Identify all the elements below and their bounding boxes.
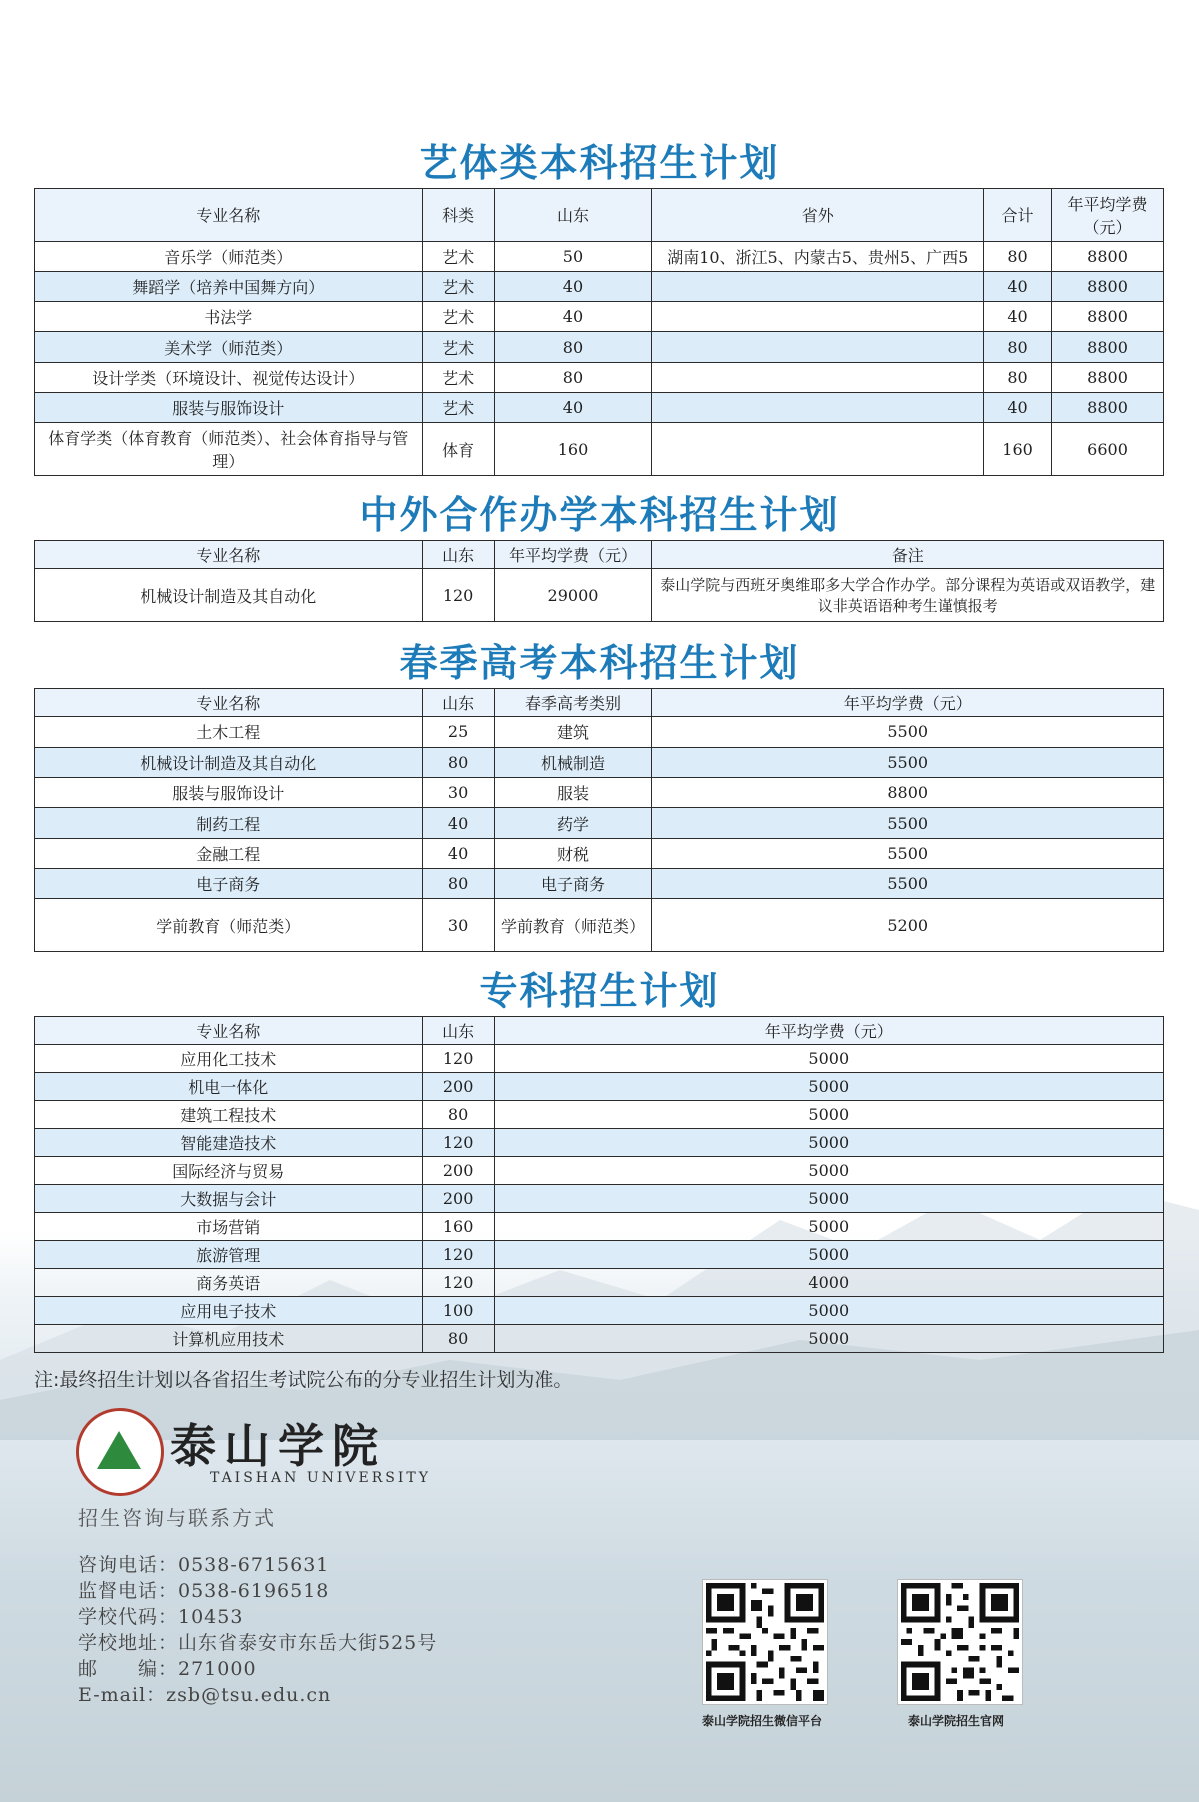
table-row [35,1185,1164,1213]
spring-section-title: 春季高考本科招生计划 [399,641,800,685]
cell: 40 [494,302,652,332]
cell: 电子商务 [494,869,652,899]
table-row [35,1213,1164,1241]
table-row [35,423,1164,476]
cell: 120 [422,1269,494,1297]
cell: 5200 [652,899,1164,952]
header-category: 科类 [422,189,494,242]
cell: 80 [984,332,1052,362]
cell: 50 [494,241,652,271]
cell: 29000 [494,569,652,622]
cell [652,332,984,362]
cell: 药学 [494,808,652,838]
cell: 200 [422,1073,494,1101]
cell: 80 [422,1325,494,1353]
cell: 8800 [1052,393,1164,423]
cell: 机电一体化 [35,1073,423,1101]
header-major: 专业名称 [35,1017,423,1045]
cell [652,362,984,392]
table-row [35,899,1164,952]
table-row [35,271,1164,301]
table-row [35,808,1164,838]
spring-table [34,688,1164,952]
cell: 25 [422,717,494,747]
wechat-qr-label: 泰山学院招生微信平台 [701,1714,822,1728]
cell: 40 [494,271,652,301]
cell: 100 [422,1297,494,1325]
contact-line-email[interactable]: E-mail：zsb@tsu.edu.cn [78,1684,332,1706]
cell: 5000 [494,1297,1163,1325]
cell: 40 [494,393,652,423]
table-row [35,747,1164,777]
cell: 40 [422,808,494,838]
cell: 5500 [652,808,1164,838]
cell: 湖南10、浙江5、内蒙古5、贵州5、广西5 [652,241,984,271]
cell: 服装 [494,778,652,808]
table-row [35,1269,1164,1297]
table-row [35,302,1164,332]
table-row [35,241,1164,271]
cell: 建筑 [494,717,652,747]
header-spring-category: 春季高考类别 [494,689,652,717]
cell: 120 [422,569,494,622]
cell [652,302,984,332]
cell [652,271,984,301]
table-row [35,1325,1164,1353]
coop-section-title: 中外合作办学本科招生计划 [359,493,840,537]
contact-line-postcode: 邮 编：271000 [78,1658,257,1680]
cell: 5500 [652,869,1164,899]
cell: 计算机应用技术 [35,1325,423,1353]
contact-info [78,1552,437,1708]
cell: 80 [494,362,652,392]
cell: 30 [422,778,494,808]
cell: 艺术 [422,271,494,301]
cell: 土木工程 [35,717,423,747]
cell: 应用电子技术 [35,1297,423,1325]
cell: 8800 [1052,332,1164,362]
cell: 40 [422,838,494,868]
cell: 国际经济与贸易 [35,1157,423,1185]
contact-heading: 招生咨询与联系方式 [78,1506,276,1530]
cell: 建筑工程技术 [35,1101,423,1129]
cell: 40 [984,271,1052,301]
table-row [35,393,1164,423]
cell: 5000 [494,1129,1163,1157]
cell: 160 [494,423,652,476]
header-shandong: 山东 [422,541,494,569]
header-major: 专业名称 [35,541,423,569]
website-qr-code[interactable] [898,1580,1022,1704]
cell: 40 [984,302,1052,332]
header-fee: 年平均学费（元） [652,689,1164,717]
cell: 美术学（师范类） [35,332,423,362]
cell: 舞蹈学（培养中国舞方向） [35,271,423,301]
header-fee: 年平均学费（元） [494,1017,1163,1045]
cell: 艺术 [422,393,494,423]
header-shandong: 山东 [422,1017,494,1045]
cell: 120 [422,1045,494,1073]
cell: 5000 [494,1045,1163,1073]
header-major: 专业名称 [35,189,423,242]
header-remark: 备注 [652,541,1164,569]
table-row [35,1157,1164,1185]
cell: 财税 [494,838,652,868]
cell: 80 [422,747,494,777]
mountain-emblem-icon [97,1431,141,1469]
cell [652,423,984,476]
cell: 5000 [494,1073,1163,1101]
cell: 体育学类（体育教育（师范类）、社会体育指导与管理） [35,423,423,476]
college-section-title: 专科招生计划 [479,969,720,1013]
cell: 音乐学（师范类） [35,241,423,271]
table-row [35,362,1164,392]
cell: 艺术 [422,241,494,271]
contact-line-code: 学校代码：10453 [78,1606,244,1628]
header-fee: 年平均学费（元） [494,541,652,569]
cell: 5000 [494,1241,1163,1269]
coop-table [34,540,1164,622]
cell: 学前教育（师范类） [35,899,423,952]
cell: 机械设计制造及其自动化 [35,747,423,777]
cell: 8800 [1052,241,1164,271]
cell: 80 [494,332,652,362]
cell: 8800 [1052,271,1164,301]
header-major: 专业名称 [35,689,423,717]
cell: 5000 [494,1325,1163,1353]
cell: 160 [984,423,1052,476]
cell: 160 [422,1213,494,1241]
cell: 书法学 [35,302,423,332]
cell: 8800 [652,778,1164,808]
table-row [35,778,1164,808]
cell: 5000 [494,1101,1163,1129]
cell: 80 [984,362,1052,392]
cell: 机械制造 [494,747,652,777]
cell: 市场营销 [35,1213,423,1241]
cell: 120 [422,1129,494,1157]
header-shandong: 山东 [494,189,652,242]
cell: 应用化工技术 [35,1045,423,1073]
university-name-en: TAISHAN UNIVERSITY [210,1470,431,1486]
cell: 30 [422,899,494,952]
header-shandong: 山东 [422,689,494,717]
cell: 学前教育（师范类） [494,899,652,952]
art-table [34,188,1164,476]
table-row [35,569,1164,622]
cell: 旅游管理 [35,1241,423,1269]
cell: 80 [422,1101,494,1129]
cell: 大数据与会计 [35,1185,423,1213]
table-row [35,332,1164,362]
cell: 艺术 [422,332,494,362]
cell: 6600 [1052,423,1164,476]
cell: 服装与服饰设计 [35,778,423,808]
table-row [35,1045,1164,1073]
table-row [35,1101,1164,1129]
table-row [35,1129,1164,1157]
contact-line-supervision: 监督电话：0538-6196518 [78,1580,330,1602]
cell: 5000 [494,1185,1163,1213]
cell: 机械设计制造及其自动化 [35,569,423,622]
website-qr-label: 泰山学院招生官网 [907,1714,1004,1728]
cell: 8800 [1052,302,1164,332]
cell: 制药工程 [35,808,423,838]
cell: 电子商务 [35,869,423,899]
cell: 艺术 [422,302,494,332]
contact-line-phone: 咨询电话：0538-6715631 [78,1554,330,1576]
university-name-cn: 泰山学院 [170,1419,386,1473]
cell: 40 [984,393,1052,423]
cell: 5500 [652,838,1164,868]
cell: 5000 [494,1157,1163,1185]
cell: 200 [422,1157,494,1185]
table-row [35,717,1164,747]
cell: 5500 [652,717,1164,747]
wechat-qr-code[interactable] [703,1580,827,1704]
cell: 金融工程 [35,838,423,868]
cell: 服装与服饰设计 [35,393,423,423]
cell: 8800 [1052,362,1164,392]
cell: 设计学类（环境设计、视觉传达设计） [35,362,423,392]
table-row [35,1073,1164,1101]
cell: 泰山学院与西班牙奥维耶多大学合作办学。部分课程为英语或双语教学，建议非英语语种考生谨慎报考 [652,569,1164,622]
college-table [34,1016,1164,1353]
cell: 智能建造技术 [35,1129,423,1157]
cell: 5000 [494,1213,1163,1241]
cell: 200 [422,1185,494,1213]
art-section-title: 艺体类本科招生计划 [419,141,780,185]
cell: 艺术 [422,362,494,392]
contact-line-address: 学校地址：山东省泰安市东岳大街525号 [78,1632,438,1654]
cell: 80 [984,241,1052,271]
cell: 4000 [494,1269,1163,1297]
table-row [35,1241,1164,1269]
header-fee: 年平均学费（元） [1052,189,1164,242]
header-total: 合计 [984,189,1052,242]
footnote: 注:最终招生计划以各省招生考试院公布的分专业招生计划为准。 [34,1369,573,1391]
cell: 120 [422,1241,494,1269]
table-row [35,838,1164,868]
university-logo [76,1408,164,1496]
cell: 商务英语 [35,1269,423,1297]
cell: 体育 [422,423,494,476]
table-row [35,869,1164,899]
cell [652,393,984,423]
cell: 80 [422,869,494,899]
cell: 5500 [652,747,1164,777]
table-row [35,1297,1164,1325]
header-outside: 省外 [652,189,984,242]
